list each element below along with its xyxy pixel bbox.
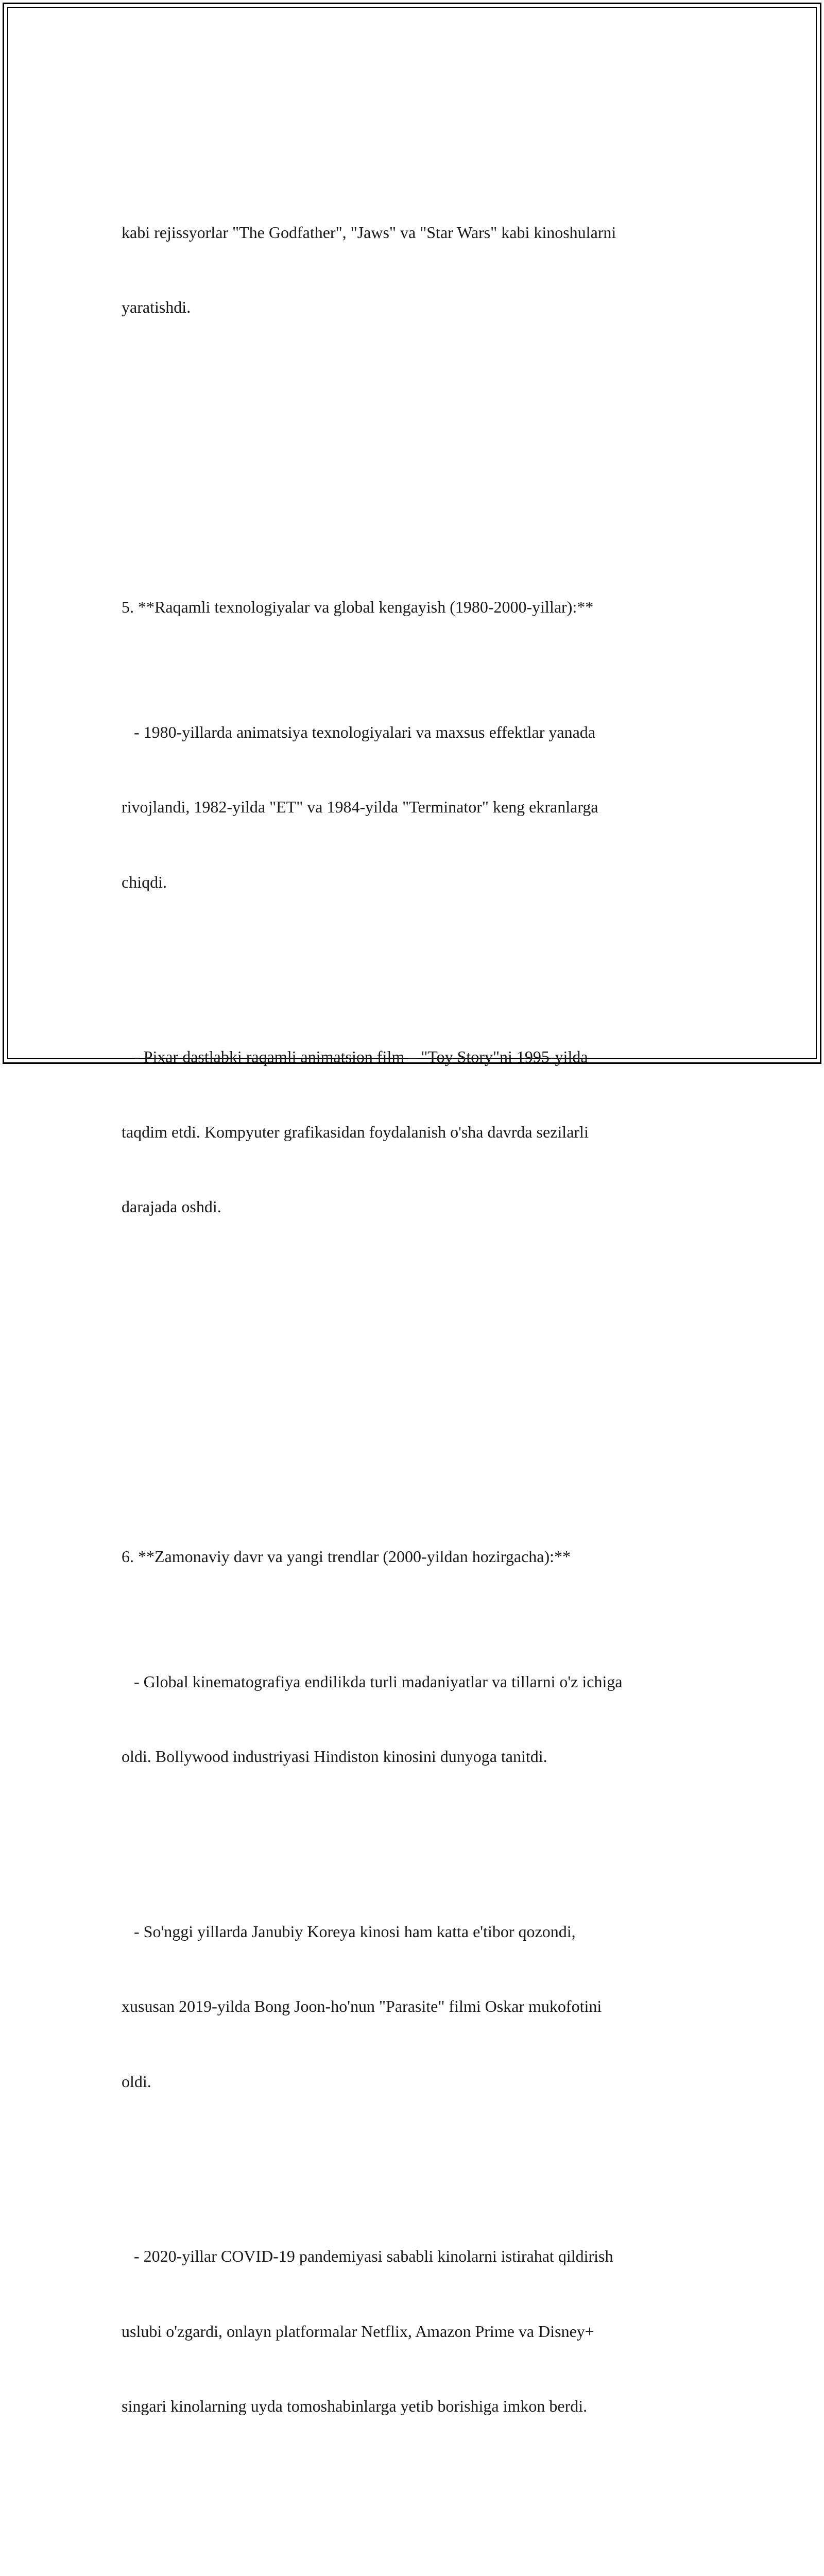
intro-paragraph <box>122 170 714 370</box>
text-line: singari kinolarning uyda tomoshabinlarga yetib borishiga imkon berdi. <box>122 2397 588 2415</box>
list-item <box>122 2194 714 2469</box>
list-item <box>122 670 714 945</box>
section-5 <box>122 545 714 1319</box>
text-line: - So'nggi yillarda Janubiy Koreya kinosi ham katta e'tibor qozondi, <box>122 1922 576 1941</box>
text-line: uslubi o'zgardi, onlayn platformalar Netflix, Amazon Prime va Disney+ <box>122 2321 594 2341</box>
list-item <box>122 1869 714 2144</box>
text-line: xususan 2019-yilda Bong Joon-ho'nun "Parasite" filmi Oskar mukofotini <box>122 1997 602 2015</box>
paragraph-gap <box>122 445 714 470</box>
text-line: rivojlandi, 1982-yilda "ET" va 1984-yilda "Terminator" keng ekranlarga <box>122 798 598 816</box>
paragraph-gap <box>122 1394 714 1419</box>
text-line: oldi. <box>122 2072 151 2091</box>
list-item <box>122 1619 714 1819</box>
list-item <box>122 994 714 1269</box>
text-line: kabi rejissyorlar "The Godfather", "Jaws" va "Star Wars" kabi kinoshularni <box>122 223 616 242</box>
text-line: - 2020-yillar COVID-19 pandemiyasi sababli kinolarni istirahat qildirish <box>122 2247 613 2265</box>
document-body <box>122 95 714 2576</box>
text-line: - Global kinematografiya endilikda turli madaniyatlar va tillarni o'z ichiga <box>122 1672 623 1691</box>
text-line: yaratishdi. <box>122 298 191 316</box>
section-heading: 6. **Zamonaviy davr va yangi trendlar (2000-yildan hozirgacha):** <box>122 1547 571 1566</box>
text-line: oldi. Bollywood industriyasi Hindiston kinosini dunyoga tanitdi. <box>122 1747 547 1766</box>
section-6 <box>122 1494 714 2519</box>
text-line: - 1980-yillarda animatsiya texnologiyalari va maxsus effektlar yanada <box>122 722 595 741</box>
section-heading: 5. **Raqamli texnologiyalar va global kengayish (1980-2000-yillar):** <box>122 598 594 616</box>
text-line: chiqdi. <box>122 872 167 891</box>
text-line: darajada oshdi. <box>122 1197 221 1216</box>
text-line: taqdim etdi. Kompyuter grafikasidan foydalanish o'sha davrda sezilarli <box>122 1122 589 1141</box>
text-line: - Pixar dastlabki raqamli animatsion film – "Toy Story"ni 1995-yilda <box>122 1047 588 1066</box>
